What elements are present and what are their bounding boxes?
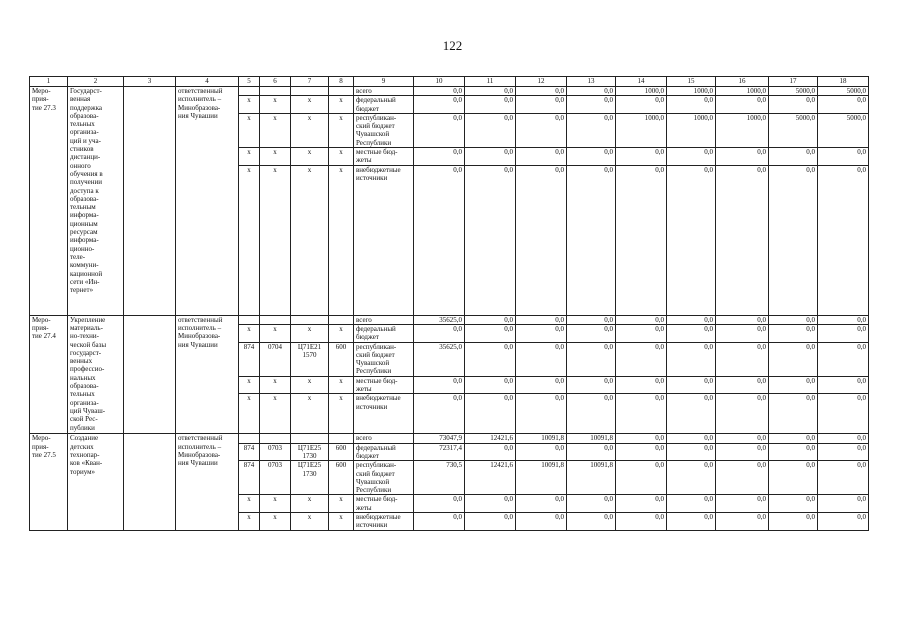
- grbs-code: х: [239, 394, 260, 434]
- target-article-code: Ц71Е25 1730: [291, 461, 329, 495]
- funding-source: внебюджетные источники: [354, 165, 414, 315]
- event-executor: ответственный исполнитель – Минобразова- ния Чувашии: [176, 87, 239, 316]
- funding-value: 0,0: [667, 461, 716, 495]
- funding-value: 12421,6: [465, 434, 516, 443]
- funding-value: 1000,0: [616, 113, 667, 147]
- table-body: [30, 87, 869, 531]
- event-code: Меро- прия- тие 27.3: [30, 87, 68, 316]
- section-code: х: [260, 495, 291, 513]
- expense-type-code: 600: [329, 443, 354, 461]
- grbs-code: х: [239, 165, 260, 315]
- funding-value: 0,0: [567, 113, 616, 147]
- funding-value: 0,0: [616, 434, 667, 443]
- funding-value: 0,0: [818, 394, 869, 434]
- funding-value: 0,0: [818, 148, 869, 166]
- funding-value: 0,0: [818, 315, 869, 324]
- funding-source: республикан- ский бюджет Чувашской Республики: [354, 461, 414, 495]
- funding-value: 0,0: [716, 342, 769, 376]
- funding-value: 0,0: [465, 324, 516, 342]
- funding-value: 0,0: [716, 461, 769, 495]
- column-header: 12: [516, 77, 567, 87]
- funding-value: 0,0: [716, 513, 769, 531]
- funding-value: 0,0: [818, 495, 869, 513]
- funding-value: 0,0: [465, 513, 516, 531]
- funding-value: 0,0: [414, 513, 465, 531]
- grbs-code: [239, 87, 260, 96]
- grbs-code: [239, 434, 260, 443]
- table-row: [30, 315, 869, 324]
- expense-type-code: х: [329, 513, 354, 531]
- expense-type-code: х: [329, 96, 354, 114]
- target-article-code: х: [291, 495, 329, 513]
- event-name: Государст- венная поддержка образова- тельных организа- ций и уча- стников дистанци- онного обучения в получении доступа к образова- тельным информа- ционным ресурсам информа- ционно- теле- коммуни- кационной сети «Ин- тернет»: [68, 87, 124, 316]
- section-code: 0703: [260, 443, 291, 461]
- funding-value: 0,0: [465, 148, 516, 166]
- target-article-code: х: [291, 394, 329, 434]
- event-col3: [124, 315, 176, 434]
- event-code: Меро- прия- тие 27.5: [30, 434, 68, 530]
- column-header: 15: [667, 77, 716, 87]
- funding-value: 5000,0: [818, 87, 869, 96]
- grbs-code: 874: [239, 342, 260, 376]
- funding-value: 0,0: [716, 96, 769, 114]
- funding-value: 0,0: [769, 376, 818, 394]
- funding-value: 0,0: [769, 394, 818, 434]
- table-row: [30, 87, 869, 96]
- funding-value: 0,0: [465, 87, 516, 96]
- funding-value: 0,0: [716, 434, 769, 443]
- funding-value: 0,0: [818, 96, 869, 114]
- grbs-code: х: [239, 148, 260, 166]
- column-header: 4: [176, 77, 239, 87]
- funding-source: внебюджетные источники: [354, 394, 414, 434]
- grbs-code: х: [239, 495, 260, 513]
- column-header: 5: [239, 77, 260, 87]
- funding-value: 0,0: [667, 394, 716, 434]
- funding-value: 1000,0: [716, 87, 769, 96]
- expense-type-code: х: [329, 394, 354, 434]
- funding-value: 0,0: [516, 315, 567, 324]
- grbs-code: х: [239, 324, 260, 342]
- funding-value: 0,0: [465, 394, 516, 434]
- funding-value: 0,0: [465, 113, 516, 147]
- funding-source: федеральный бюджет: [354, 324, 414, 342]
- funding-value: 0,0: [567, 394, 616, 434]
- funding-value: 0,0: [818, 165, 869, 315]
- funding-value: 0,0: [516, 87, 567, 96]
- target-article-code: х: [291, 96, 329, 114]
- section-code: х: [260, 513, 291, 531]
- expense-type-code: х: [329, 148, 354, 166]
- funding-value: 0,0: [769, 148, 818, 166]
- funding-value: 0,0: [818, 434, 869, 443]
- funding-value: 0,0: [818, 324, 869, 342]
- funding-value: 0,0: [769, 513, 818, 531]
- funding-value: 0,0: [616, 342, 667, 376]
- funding-value: 0,0: [667, 148, 716, 166]
- funding-value: 0,0: [567, 148, 616, 166]
- grbs-code: х: [239, 96, 260, 114]
- target-article-code: х: [291, 113, 329, 147]
- funding-value: 0,0: [667, 96, 716, 114]
- funding-value: 0,0: [567, 315, 616, 324]
- target-article-code: [291, 315, 329, 324]
- grbs-code: 874: [239, 443, 260, 461]
- funding-value: 0,0: [616, 495, 667, 513]
- funding-value: 0,0: [769, 342, 818, 376]
- funding-value: 5000,0: [769, 113, 818, 147]
- funding-value: 0,0: [567, 376, 616, 394]
- funding-value: 0,0: [465, 96, 516, 114]
- funding-value: 0,0: [414, 394, 465, 434]
- grbs-code: [239, 315, 260, 324]
- funding-value: 0,0: [616, 165, 667, 315]
- funding-value: 0,0: [465, 376, 516, 394]
- funding-value: 73047,9: [414, 434, 465, 443]
- funding-value: 0,0: [769, 434, 818, 443]
- funding-value: 0,0: [465, 495, 516, 513]
- section-code: 0703: [260, 461, 291, 495]
- funding-value: 35625,0: [414, 315, 465, 324]
- funding-value: 0,0: [716, 165, 769, 315]
- funding-value: 0,0: [769, 315, 818, 324]
- table-row: [30, 434, 869, 443]
- funding-value: 5000,0: [769, 87, 818, 96]
- column-header: 6: [260, 77, 291, 87]
- event-col3: [124, 434, 176, 530]
- funding-value: 0,0: [465, 443, 516, 461]
- target-article-code: х: [291, 513, 329, 531]
- column-header: 1: [30, 77, 68, 87]
- column-header: 17: [769, 77, 818, 87]
- column-header: 7: [291, 77, 329, 87]
- funding-value: 0,0: [516, 394, 567, 434]
- funding-value: 0,0: [567, 96, 616, 114]
- section-code: х: [260, 96, 291, 114]
- funding-value: 10091,8: [516, 434, 567, 443]
- funding-value: 0,0: [516, 513, 567, 531]
- section-code: х: [260, 148, 291, 166]
- event-col3: [124, 87, 176, 316]
- column-header: 18: [818, 77, 869, 87]
- funding-value: 35625,0: [414, 342, 465, 376]
- funding-value: 5000,0: [818, 113, 869, 147]
- funding-value: 0,0: [516, 96, 567, 114]
- column-header: 8: [329, 77, 354, 87]
- funding-source: федеральный бюджет: [354, 443, 414, 461]
- expense-type-code: [329, 315, 354, 324]
- funding-value: 0,0: [465, 165, 516, 315]
- funding-source: местные бюд- жеты: [354, 148, 414, 166]
- funding-value: 0,0: [616, 394, 667, 434]
- funding-value: 0,0: [567, 342, 616, 376]
- funding-value: 0,0: [414, 376, 465, 394]
- expense-type-code: х: [329, 324, 354, 342]
- funding-value: 0,0: [667, 434, 716, 443]
- funding-value: 0,0: [616, 324, 667, 342]
- grbs-code: 874: [239, 461, 260, 495]
- section-code: х: [260, 113, 291, 147]
- funding-value: 0,0: [667, 376, 716, 394]
- funding-value: 0,0: [616, 376, 667, 394]
- funding-value: 0,0: [567, 513, 616, 531]
- target-article-code: х: [291, 148, 329, 166]
- funding-value: 0,0: [818, 461, 869, 495]
- funding-value: 0,0: [667, 165, 716, 315]
- funding-value: 0,0: [465, 342, 516, 376]
- funding-value: 0,0: [769, 495, 818, 513]
- funding-value: 0,0: [716, 495, 769, 513]
- funding-value: 0,0: [414, 113, 465, 147]
- funding-value: 0,0: [567, 443, 616, 461]
- section-code: х: [260, 394, 291, 434]
- expense-type-code: х: [329, 376, 354, 394]
- funding-value: 0,0: [414, 96, 465, 114]
- funding-value: 0,0: [414, 495, 465, 513]
- funding-source: местные бюд- жеты: [354, 495, 414, 513]
- funding-value: 1000,0: [716, 113, 769, 147]
- funding-value: 0,0: [567, 495, 616, 513]
- funding-source: местные бюд- жеты: [354, 376, 414, 394]
- funding-value: 0,0: [667, 443, 716, 461]
- funding-source: всего: [354, 315, 414, 324]
- expense-type-code: [329, 87, 354, 96]
- funding-value: 10091,8: [516, 461, 567, 495]
- funding-value: 730,5: [414, 461, 465, 495]
- funding-value: 0,0: [818, 342, 869, 376]
- funding-value: 0,0: [414, 165, 465, 315]
- funding-source: федеральный бюджет: [354, 96, 414, 114]
- expense-type-code: 600: [329, 461, 354, 495]
- funding-value: 0,0: [414, 324, 465, 342]
- funding-value: 1000,0: [667, 113, 716, 147]
- grbs-code: х: [239, 513, 260, 531]
- expense-type-code: х: [329, 165, 354, 315]
- funding-value: 72317,4: [414, 443, 465, 461]
- funding-value: 0,0: [616, 513, 667, 531]
- funding-value: 0,0: [516, 324, 567, 342]
- column-header: 16: [716, 77, 769, 87]
- funding-source: республикан- ский бюджет Чувашской Республики: [354, 113, 414, 147]
- funding-value: 0,0: [716, 315, 769, 324]
- target-article-code: х: [291, 376, 329, 394]
- event-name: Укрепление материаль- но-техни- ческой базы государст- венных профессио- нальных образова- тельных организа- ций Чуваш- ской Рес- публики: [68, 315, 124, 434]
- column-header: 13: [567, 77, 616, 87]
- target-article-code: [291, 87, 329, 96]
- funding-value: 0,0: [567, 324, 616, 342]
- funding-value: 1000,0: [616, 87, 667, 96]
- page-number: 122: [442, 38, 463, 53]
- expense-type-code: 600: [329, 342, 354, 376]
- funding-value: 0,0: [516, 376, 567, 394]
- funding-value: 0,0: [769, 165, 818, 315]
- event-executor: ответственный исполнитель – Минобразова- ния Чувашии: [176, 315, 239, 434]
- funding-value: 0,0: [716, 148, 769, 166]
- funding-value: 0,0: [465, 315, 516, 324]
- funding-value: 0,0: [616, 461, 667, 495]
- funding-value: 0,0: [716, 443, 769, 461]
- section-code: х: [260, 376, 291, 394]
- funding-value: 0,0: [414, 148, 465, 166]
- section-code: 0704: [260, 342, 291, 376]
- expense-type-code: [329, 434, 354, 443]
- section-code: [260, 87, 291, 96]
- column-header: 2: [68, 77, 124, 87]
- funding-value: 0,0: [769, 324, 818, 342]
- funding-value: 0,0: [516, 148, 567, 166]
- funding-value: 10091,8: [567, 434, 616, 443]
- funding-value: 0,0: [516, 165, 567, 315]
- funding-source: всего: [354, 87, 414, 96]
- section-code: [260, 434, 291, 443]
- funding-value: 0,0: [616, 96, 667, 114]
- event-name: Создание детских технопар- ков «Кван- ториум»: [68, 434, 124, 530]
- section-code: х: [260, 324, 291, 342]
- funding-source: республикан- ский бюджет Чувашской Республики: [354, 342, 414, 376]
- funding-value: 0,0: [516, 113, 567, 147]
- funding-value: 0,0: [716, 394, 769, 434]
- funding-value: 10091,8: [567, 461, 616, 495]
- expense-type-code: х: [329, 113, 354, 147]
- section-code: [260, 315, 291, 324]
- column-header: 10: [414, 77, 465, 87]
- column-header: 14: [616, 77, 667, 87]
- funding-source: всего: [354, 434, 414, 443]
- funding-value: 0,0: [616, 148, 667, 166]
- event-executor: ответственный исполнитель – Минобразова- ния Чувашии: [176, 434, 239, 530]
- funding-value: 0,0: [567, 87, 616, 96]
- funding-value: 0,0: [567, 165, 616, 315]
- funding-value: 0,0: [769, 443, 818, 461]
- target-article-code: х: [291, 165, 329, 315]
- funding-value: 0,0: [414, 87, 465, 96]
- target-article-code: Ц71Е25 1730: [291, 443, 329, 461]
- grbs-code: х: [239, 113, 260, 147]
- funding-value: 0,0: [667, 495, 716, 513]
- funding-value: 0,0: [769, 461, 818, 495]
- funding-value: 0,0: [667, 342, 716, 376]
- funding-value: 0,0: [716, 324, 769, 342]
- target-article-code: х: [291, 324, 329, 342]
- funding-value: 0,0: [818, 513, 869, 531]
- funding-value: 0,0: [616, 315, 667, 324]
- section-code: х: [260, 165, 291, 315]
- budget-table: [29, 76, 869, 531]
- funding-value: 0,0: [667, 315, 716, 324]
- funding-value: 0,0: [516, 443, 567, 461]
- column-header: 11: [465, 77, 516, 87]
- funding-value: 1000,0: [667, 87, 716, 96]
- funding-value: 0,0: [769, 96, 818, 114]
- funding-value: 0,0: [516, 495, 567, 513]
- funding-source: внебюджетные источники: [354, 513, 414, 531]
- funding-value: 0,0: [818, 443, 869, 461]
- funding-value: 12421,6: [465, 461, 516, 495]
- expense-type-code: х: [329, 495, 354, 513]
- funding-value: 0,0: [667, 513, 716, 531]
- grbs-code: х: [239, 376, 260, 394]
- event-code: Меро- прия- тие 27.4: [30, 315, 68, 434]
- target-article-code: Ц71Е21 1570: [291, 342, 329, 376]
- funding-value: 0,0: [667, 324, 716, 342]
- target-article-code: [291, 434, 329, 443]
- column-header: 3: [124, 77, 176, 87]
- funding-value: 0,0: [616, 443, 667, 461]
- funding-value: 0,0: [716, 376, 769, 394]
- funding-value: 0,0: [818, 376, 869, 394]
- funding-value: 0,0: [516, 342, 567, 376]
- column-header: 9: [354, 77, 414, 87]
- header-row: [30, 77, 869, 87]
